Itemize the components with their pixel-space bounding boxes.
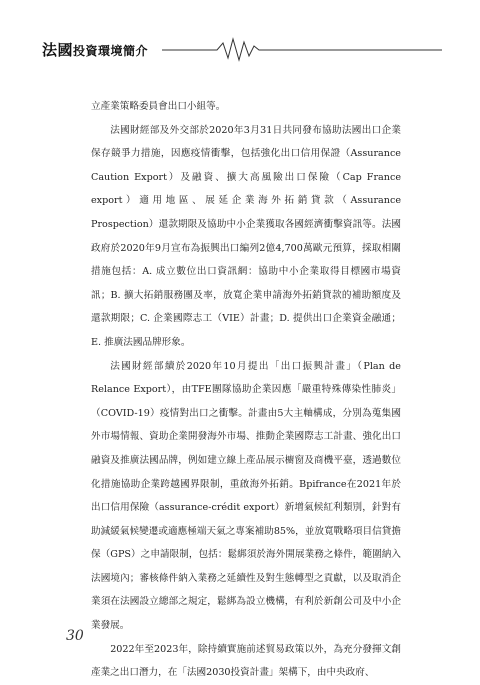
running-header: [42, 34, 442, 64]
header-title: [42, 39, 148, 60]
page-number: 30: [66, 628, 84, 644]
header-title-country: 法國: [42, 41, 74, 59]
paragraph-4: 2022年至2023年，除持續實施前述貿易政策以外，為充分發揮文創產業之出口潛力，在「法國2030投資計畫」架構下，由中央政府、: [91, 643, 401, 679]
paragraph-1: 立產業策略委員會出口小組等。: [91, 101, 226, 112]
paragraph-3: 法國財經部續於2020年10月提出「出口振興計畫」（Plan de Relance Export），由TFE團隊協助企業因應「嚴重特殊傳染性肺炎」（COVID-19）疫情對出口之衝擊。計畫由5大主軸構成，分別為蒐集國外市場情報、資助企業開發海外市場、推動企業國際志工計畫、強化出口融資及推廣法國品牌，例如建立線上產品展示櫥窗及商機平臺，透過數位化措施協助企業跨越國界限制，重啟海外拓銷。Bpifrance在2021年於出口信用保險（assurance-crédit export）新增氣候紅利類別，針對有助減緩氣候變遷或適應極端天氣之專案補助85%，並放寬戰略項目信貸擔保（GPS）之申請限制，包括：鬆綁須於海外開展業務之條件，範圍納入法國境內；審核條件納入業務之延續性及對生態轉型之貢獻，以及取消企業須在法國設立總部之規定，鬆綁為設立機構，有利於新創公司及中小企業發展。: [91, 360, 401, 632]
header-title-subject: 投資環境簡介: [73, 44, 149, 58]
paragraph-2: 法國財經部及外交部於2020年3月31日共同發布協助法國出口企業保存競爭力措施，因應疫情衝擊，包括強化出口信用保證（Assurance Caution Export）及融資、擴大高風險出口保險（Cap France export）適用地區、展延企業海外拓銷貸款（Assurance Prospection）還款期限及協助中小企業獲取各國經濟衝擊資訊等。法國政府於2020年9月宣布為振興出口編列2億4,700萬歐元預算，採取相關措施包括：A. 成立數位出口資訊網：協助中小企業取得目標國市場資訊；B. 擴大拓銷服務團及率，放寬企業申請海外拓銷貸款的補助額度及還款期限；C. 企業國際志工（VIE）計畫；D. 提供出口企業資金融通；E. 推廣法國品牌形象。: [91, 124, 401, 348]
body-text: [91, 95, 401, 685]
